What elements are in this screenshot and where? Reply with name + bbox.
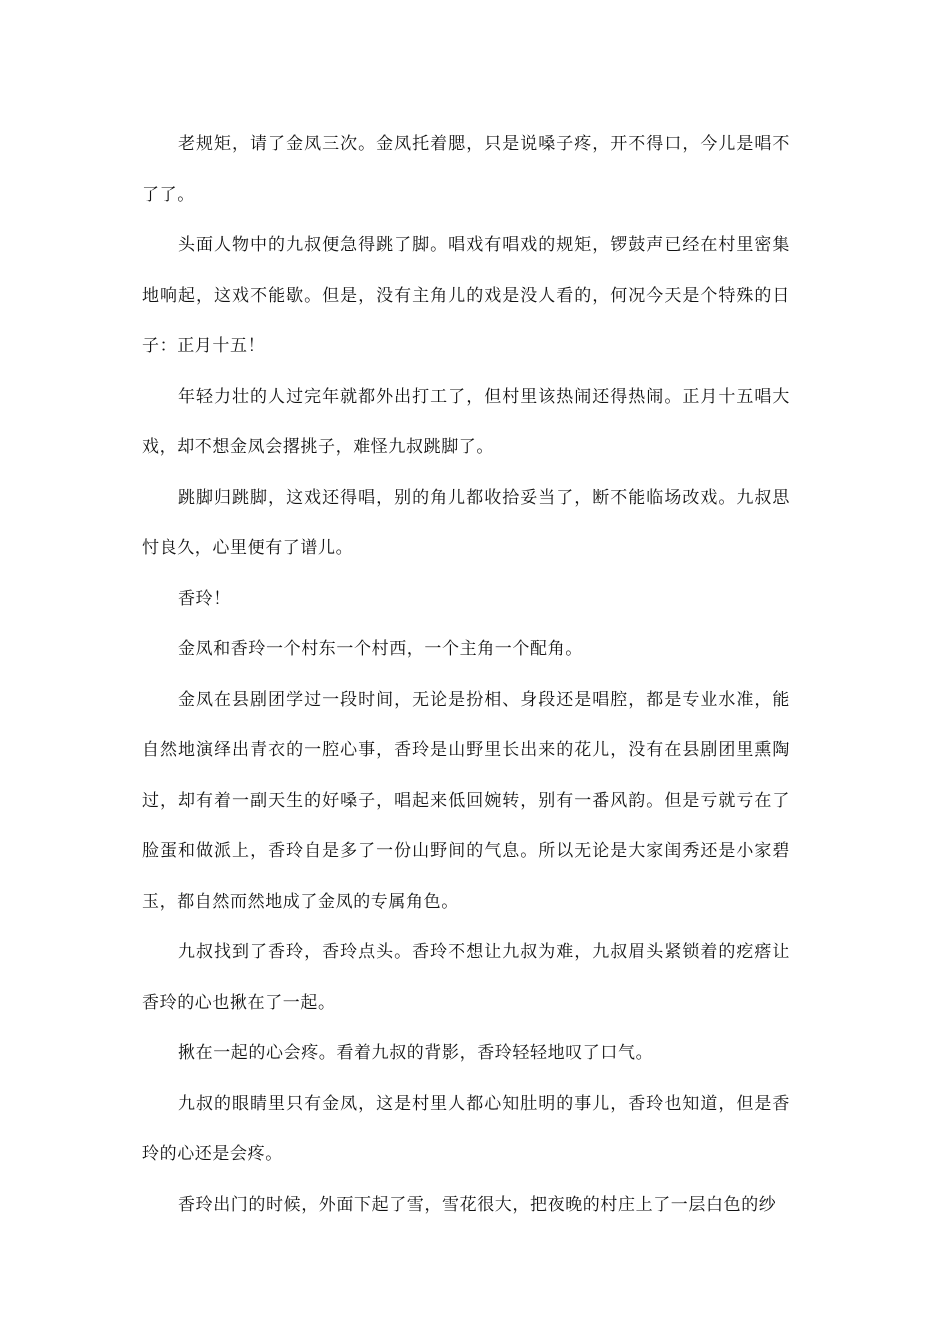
paragraph: 老规矩，请了金凤三次。金凤托着腮，只是说嗓子疼，开不得口，今儿是唱不了了。 [142, 134, 790, 205]
paragraph: 揪在一起的心会疼。看着九叔的背影，香玲轻轻地叹了口气。 [178, 1043, 654, 1063]
paragraph: 香玲出门的时候，外面下起了雪，雪花很大，把夜晚的村庄上了一层白色的纱 [178, 1194, 777, 1215]
paragraph: 九叔找到了香玲，香玲点头。香玲不想让九叔为难，九叔眉头紧锁着的疙瘩让香玲的心也揪在了一起。 [142, 942, 790, 1013]
paragraph: 香玲！ [178, 588, 231, 609]
paragraph: 年轻力壮的人过完年就都外出打工了，但村里该热闹还得热闹。正月十五唱大戏，却不想金凤会撂挑子，难怪九叔跳脚了。 [142, 386, 790, 457]
paragraph: 九叔的眼睛里只有金凤，这是村里人都心知肚明的事儿，香玲也知道，但是香玲的心还是会疼。 [142, 1093, 790, 1164]
paragraph: 跳脚归跳脚，这戏还得唱，别的角儿都收拾妥当了，断不能临场改戏。九叔思忖良久，心里便有了谱儿。 [142, 487, 790, 558]
paragraph: 头面人物中的九叔便急得跳了脚。唱戏有唱戏的规矩，锣鼓声已经在村里密集地响起，这戏不能歇。但是，没有主角儿的戏是没人看的，何况今天是个特殊的日子：正月十五！ [142, 235, 790, 356]
paragraph: 金凤和香玲一个村东一个村西，一个主角一个配角。 [178, 639, 583, 659]
paragraph: 金凤在县剧团学过一段时间，无论是扮相、身段还是唱腔，都是专业水准，能自然地演绎出青衣的一腔心事，香玲是山野里长出来的花儿，没有在县剧团里熏陶过，却有着一副天生的好嗓子，唱起来低回婉转，别有一番风韵。但是亏就亏在了脸蛋和做派上，香玲自是多了一份山野间的气息。所以无论是大家闺秀还是小家碧玉，都自然而然地成了金凤的专属角色。 [142, 689, 790, 912]
